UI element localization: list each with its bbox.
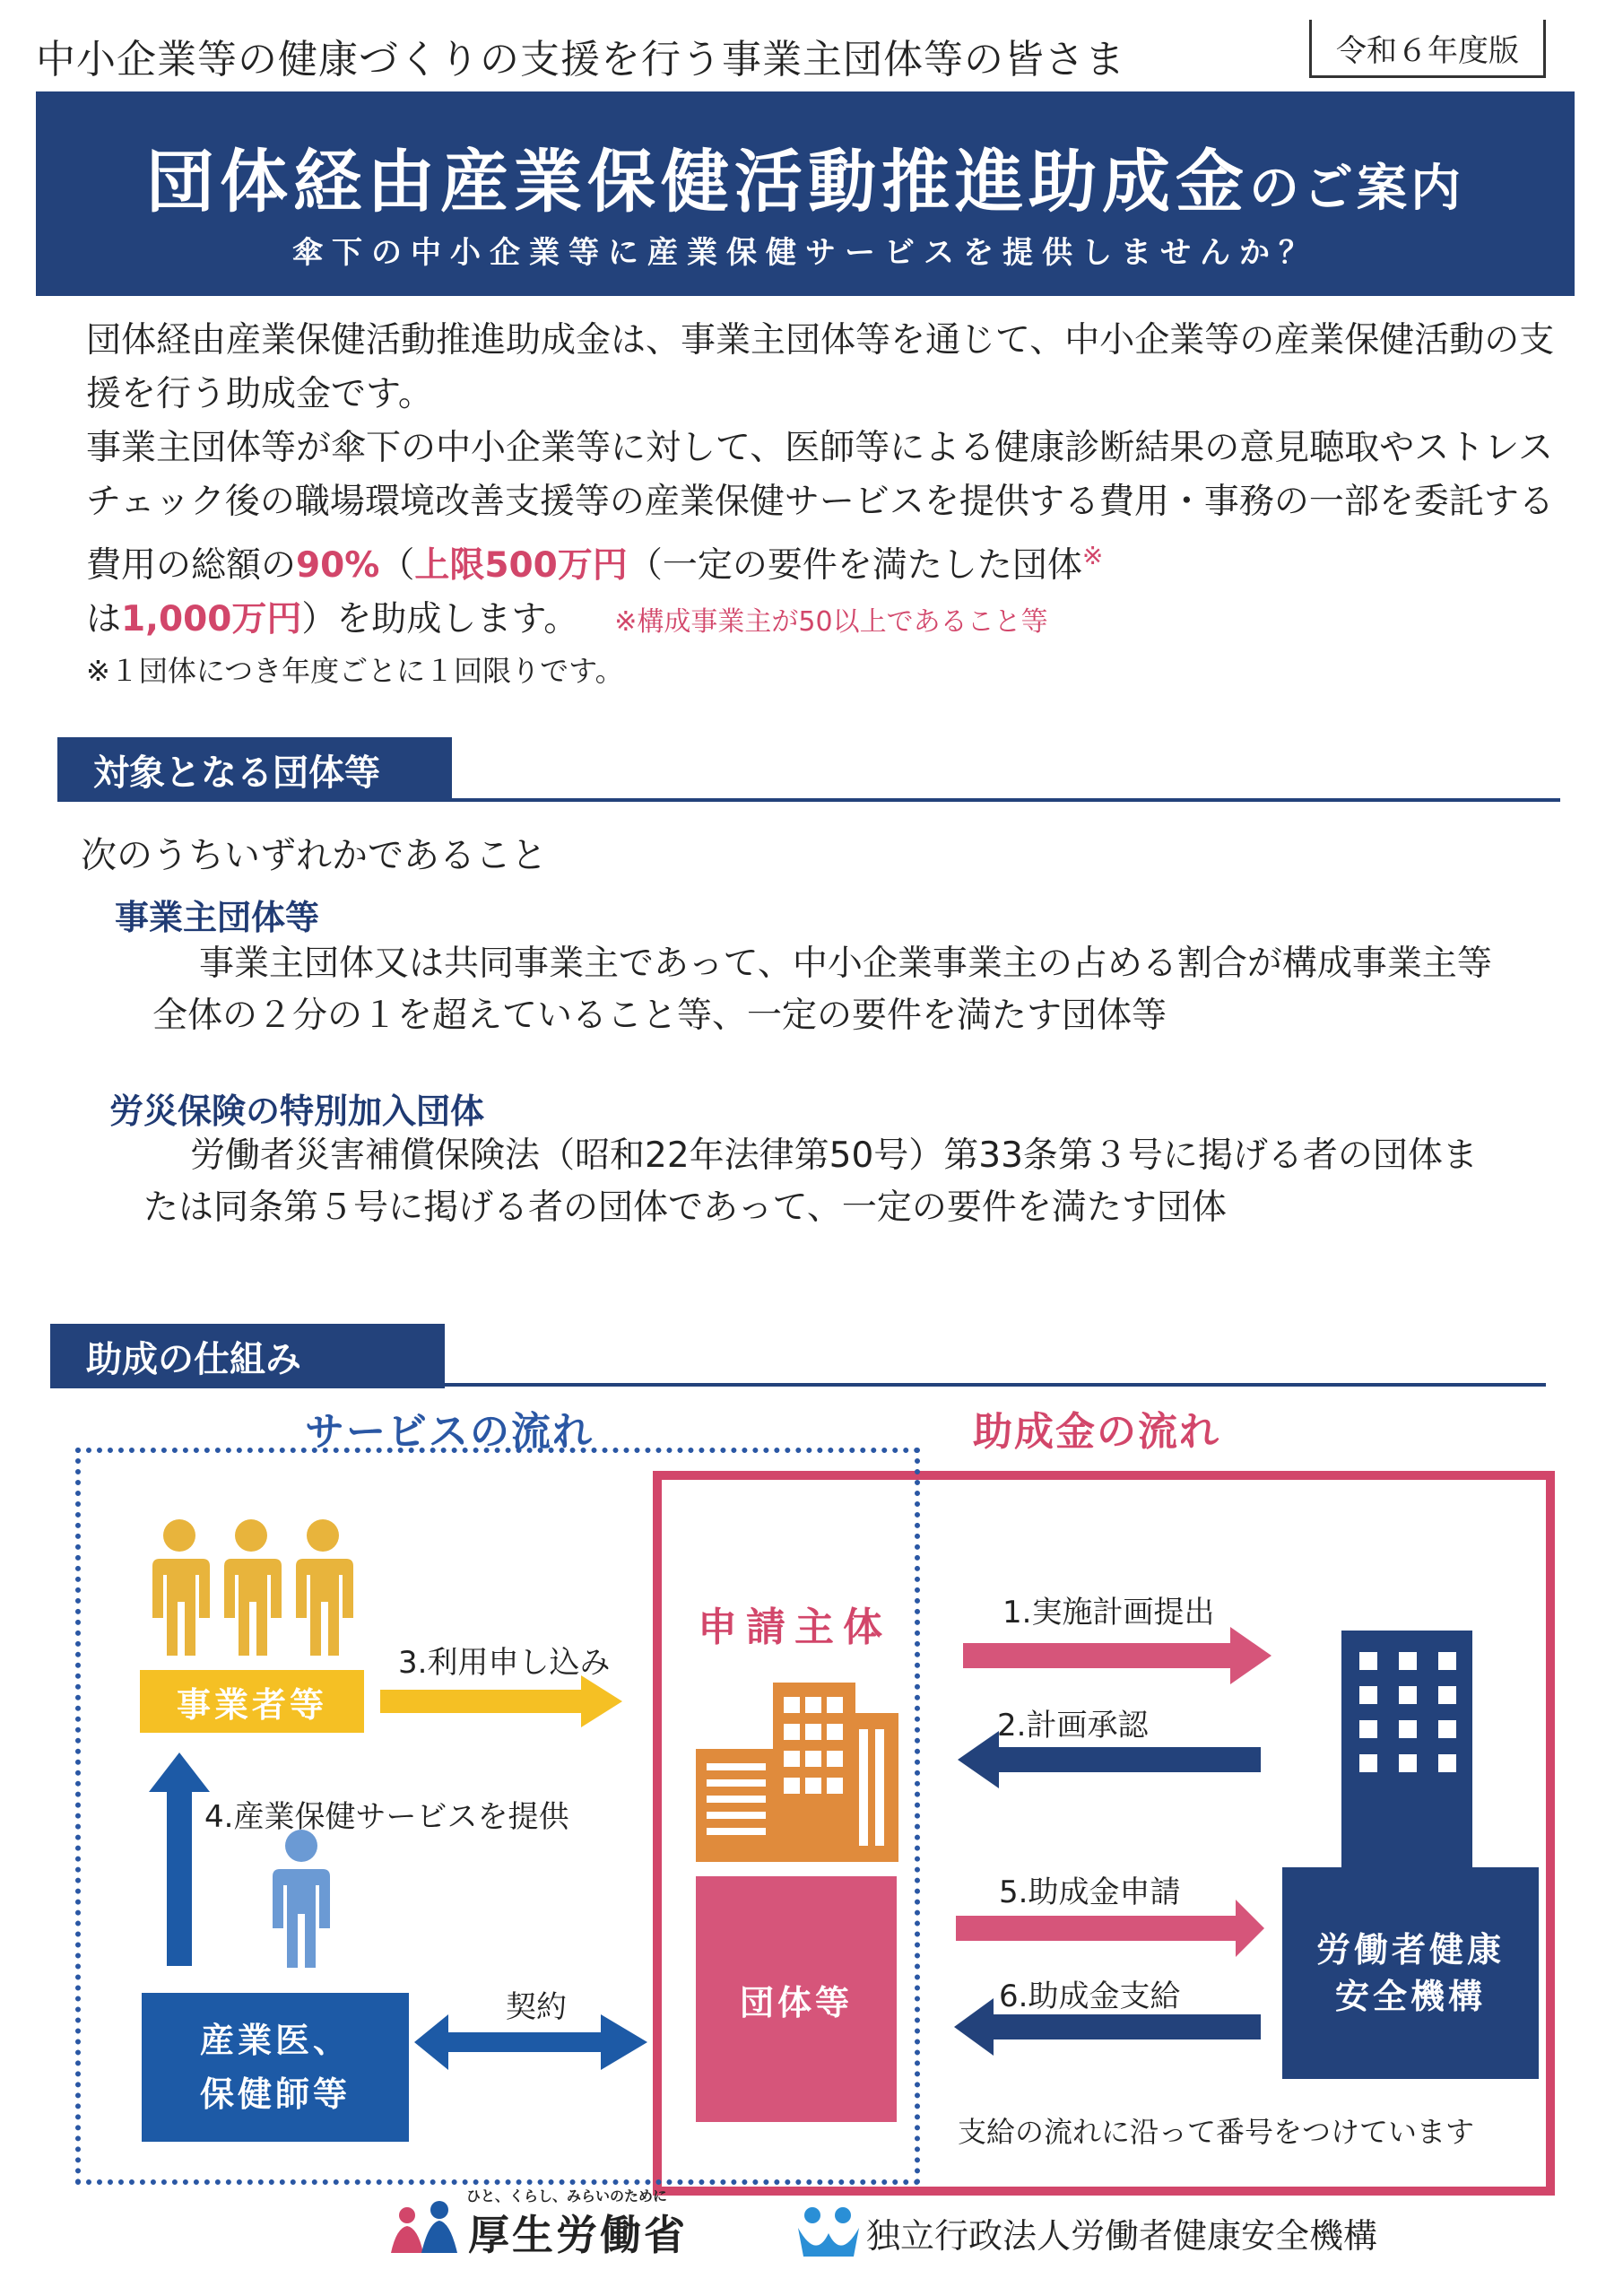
intro-text: （: [379, 545, 415, 586]
section-heading-target: 対象となる団体等: [57, 737, 452, 802]
plan-submit-arrow: [963, 1627, 1271, 1684]
johas-label-2: 安全機構: [1334, 1977, 1486, 2016]
johas-box: [1282, 1867, 1539, 2079]
grant-flow-label: 助成金の流れ: [973, 1409, 1220, 1455]
section-heading-mechanism: 助成の仕組み: [50, 1324, 445, 1388]
johas-logo-icon: [798, 2207, 859, 2257]
mhlw-tagline: ひと、くらし、みらいのために: [466, 2187, 668, 2205]
applicant-building-icon: [696, 1683, 898, 1862]
title-suffix: のご案内: [1249, 160, 1464, 218]
audience-line: 中小企業等の健康づくりの支援を行う事業主団体等の皆さま: [36, 37, 1125, 83]
service-flow-label: サービスの流れ: [305, 1409, 594, 1455]
step-apply-label: 5.助成金申請: [999, 1874, 1181, 1910]
intro-text: 事業主団体等が傘下の中小企業等に対して、医師等による健康診断結果の意見聴取やストレスチェック後の職場環境改善支援等の産業保健サービスを提供する費用・事務の一部を委託する費用の総額の: [86, 428, 1554, 586]
step-pay-label: 6.助成金支給: [999, 1979, 1181, 2014]
organization-box: 団体等: [696, 1876, 897, 2122]
grant-rate: 90%: [296, 545, 380, 586]
limit-note: ※１団体につき年度ごとに１回限りです。: [86, 654, 624, 688]
users-box: 事業者等: [140, 1670, 364, 1733]
people-icon: [152, 1519, 353, 1656]
grant-cap: 上限500万円: [414, 545, 628, 586]
title-main: 団体経由産業保健活動推進助成金: [146, 142, 1249, 222]
numbering-note: 支給の流れに沿って番号をつけています: [958, 2115, 1475, 2149]
doctor-label-2: 保健師等: [199, 2074, 351, 2114]
step-plan-label: 1.実施計画提出: [1002, 1595, 1215, 1631]
step-use-label: 3.利用申し込み: [398, 1645, 611, 1681]
mhlw-logo-icon: [391, 2201, 457, 2253]
grant-cap-extended: 1,000万円: [121, 599, 302, 639]
target-item-title-2: 労災保険の特別加入団体: [109, 1091, 485, 1131]
intro-text: は: [86, 599, 122, 639]
johas-name: 独立行政法人労働者健康安全機構: [866, 2216, 1378, 2256]
intro-paragraph-1: 団体経由産業保健活動推進助成金は、事業主団体等を通じて、中小企業等の産業保健活動の支援を行う助成金です。: [86, 320, 1555, 414]
use-request-arrow: [380, 1675, 622, 1727]
page-subtitle: 傘下の中小企業等に産業保健サービスを提供しませんか？: [292, 235, 1318, 271]
step-provide-label: 4.産業保健サービスを提供: [204, 1799, 569, 1835]
note-mark: ※: [1081, 541, 1104, 570]
target-item-title-1: 事業主団体等: [115, 898, 320, 937]
step-approve-label: 2.計画承認: [997, 1708, 1149, 1744]
service-provide-arrow: [149, 1752, 210, 1966]
johas-label-1: 労働者健康: [1315, 1930, 1505, 1970]
requirement-note: ※構成事業主が50以上であること等: [614, 606, 1048, 638]
contract-label: 契約: [506, 1989, 567, 2025]
intro-text: （一定の要件を満たした団体: [627, 545, 1082, 586]
mhlw-name: 厚生労働省: [468, 2211, 688, 2259]
doctor-label-1: 産業医、: [199, 2021, 351, 2060]
johas-building-icon: [1341, 1631, 1472, 1874]
edition-label: 令和６年度版: [1309, 20, 1546, 78]
target-item-body-1: 事業主団体又は共同事業主であって、中小企業事業主の占める割合が構成事業主等全体の２分の１を超えていること等、一定の要件を満たす団体等: [152, 944, 1492, 1036]
doctor-box: [142, 1993, 409, 2142]
doctor-person-icon: [273, 1830, 330, 1968]
target-lead: 次のうちいずれかであること: [81, 835, 547, 876]
applicant-label: 申請主体: [698, 1605, 891, 1650]
intro-text: ）を助成します。: [301, 599, 579, 639]
target-item-body-2: 労働者災害補償保険法（昭和22年法律第50号）第33条第３号に掲げる者の団体または同条第５号に掲げる者の団体であって、一定の要件を満たす団体: [143, 1135, 1478, 1228]
